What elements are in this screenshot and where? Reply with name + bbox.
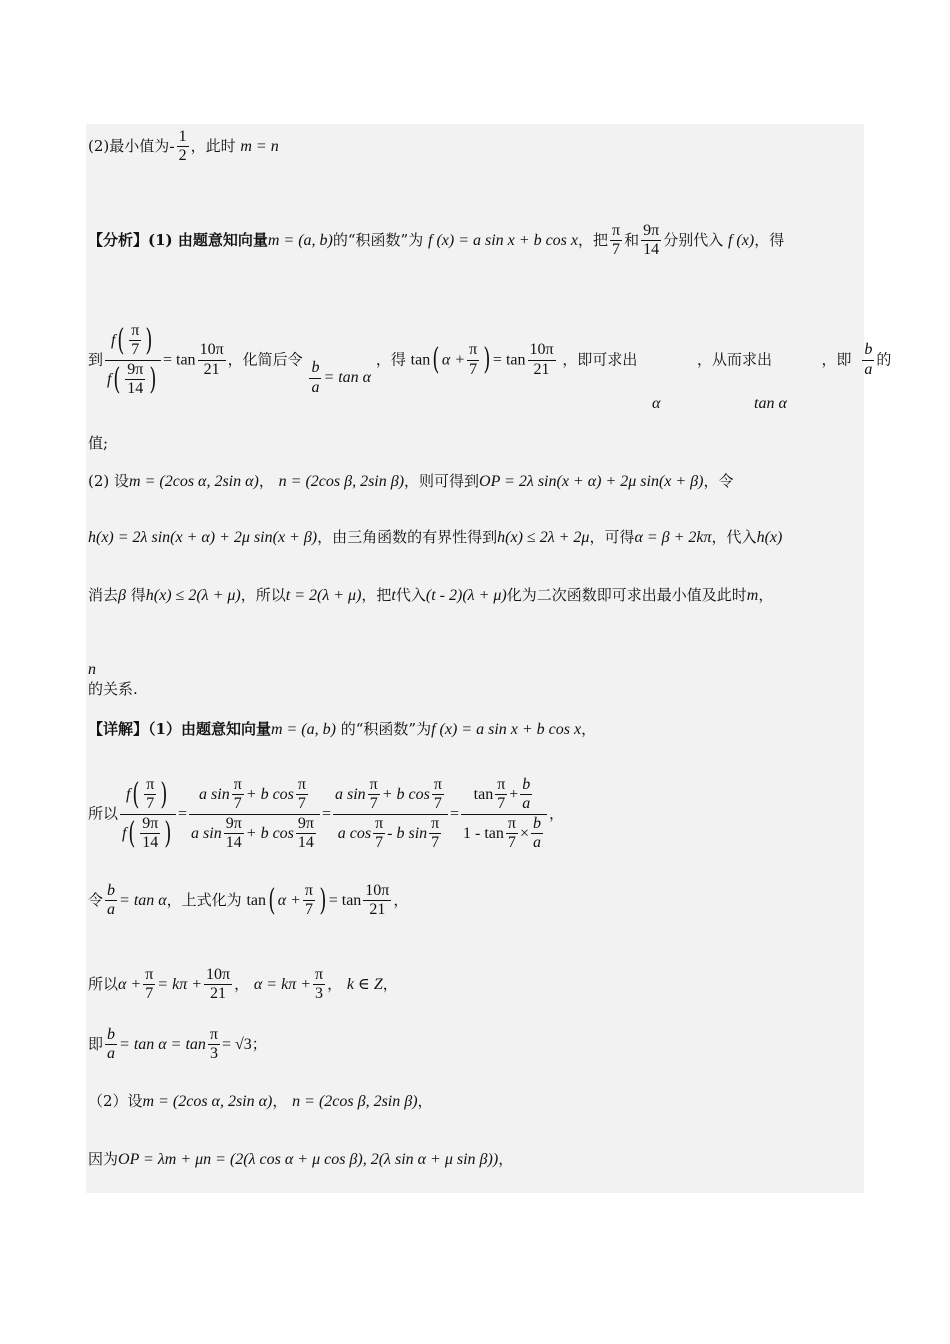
vector-m: m = (a, b)	[267, 231, 333, 249]
text: 代入	[395, 586, 426, 604]
denominator: 7	[146, 795, 155, 813]
numerator: π	[610, 222, 622, 241]
text: 的“积函数”为	[332, 230, 424, 249]
numerator: 1	[177, 128, 189, 147]
equals: =	[177, 805, 188, 823]
math-expr: h(x) ≤ 2(λ + μ)	[145, 587, 241, 604]
denominator: 21	[203, 360, 220, 378]
math-expr: f (x) = a sin x + b cos x	[431, 721, 582, 738]
math-expr: f (x)	[727, 231, 755, 249]
line-11: 令 $\frac{b}{a}$ = tan α，上式化为 tan( α + $\frac{\pi}{7}$ ) = tan $\frac{10\pi}{21}$ ，	[88, 882, 409, 919]
text: ，	[758, 586, 774, 604]
denominator: 7	[131, 341, 140, 359]
text: ，得	[754, 230, 785, 249]
text: ，把	[578, 230, 609, 249]
denominator: 14	[127, 380, 144, 398]
line-2	[88, 222, 784, 260]
numerator: 10π	[198, 341, 226, 360]
text: ，	[581, 720, 597, 738]
text: 即	[88, 1034, 104, 1053]
denominator: 7	[469, 360, 478, 378]
line-6	[88, 528, 782, 548]
text: ，	[548, 804, 564, 823]
math-expr: = tan	[162, 351, 196, 369]
line-10	[88, 776, 564, 853]
denominator: 7	[304, 901, 313, 919]
numerator: π	[467, 341, 479, 360]
vector-n: n = (2cos β, 2sin β)	[292, 1093, 418, 1110]
math-expr: (t - 2)(λ + μ)	[425, 587, 507, 604]
math-expr: tan	[246, 891, 266, 909]
text: tan	[473, 785, 494, 803]
math-expr: h(x) ≤ 2λ + 2μ	[497, 529, 590, 546]
text: ，	[382, 974, 398, 993]
text: ，则可得到	[404, 472, 480, 490]
f-symbol: f	[107, 370, 112, 388]
text: （2）设	[88, 1092, 143, 1110]
math-expr: = tan	[492, 351, 526, 369]
numerator: π	[208, 1026, 220, 1045]
equals: =	[449, 805, 459, 823]
line-7	[88, 586, 773, 606]
text: 消去	[88, 586, 119, 604]
tan-alpha-label: tan α	[754, 395, 787, 412]
text: (2) 设	[88, 472, 130, 490]
detail-heading: 【详解】（1）由题意知向量	[88, 720, 271, 738]
text: ，	[258, 472, 274, 490]
math-expr: α = β + 2kπ	[634, 529, 712, 546]
denominator: 2	[178, 147, 187, 165]
math-expr: tan	[410, 351, 431, 369]
denominator: 21	[369, 901, 386, 919]
text: + b cos	[245, 824, 294, 842]
denominator: a	[107, 901, 116, 919]
vector-m: m = (a, b)	[270, 721, 336, 738]
text: ，	[417, 1092, 433, 1110]
math-expr: f (x) = a sin x + b cos x	[428, 231, 578, 249]
math-expr: t	[391, 587, 396, 604]
math-expr: α +	[277, 891, 301, 909]
text: (2)最小值为	[88, 136, 170, 155]
denominator: a	[522, 795, 531, 813]
text: 的“积函数”为	[340, 720, 432, 738]
math-expr: k ∈ Z	[346, 975, 383, 993]
denominator: a	[107, 1045, 116, 1063]
line-12	[88, 966, 398, 1004]
text: 1 - tan	[462, 824, 504, 842]
line-14	[88, 1092, 433, 1112]
line-9	[88, 720, 596, 740]
math-expr: = tan α = tan	[119, 1035, 206, 1053]
denominator: 21	[210, 985, 227, 1003]
fraction-1: a sin $\frac{\pi}{7}$ + b cos $\frac{\pi}{7}$ a sin $\frac{9\pi}{14}$ + b cos $\frac{9\pi}{14}$	[189, 776, 320, 853]
text: ，由三角函数的有界性得到	[317, 528, 498, 546]
numerator: 9π	[641, 222, 661, 241]
denominator: a	[532, 834, 541, 852]
numerator: π	[143, 966, 155, 985]
vector-m: m = (2cos α, 2sin α)	[142, 1093, 273, 1110]
numerator: 10π	[204, 966, 232, 985]
math-expr: n	[88, 661, 96, 678]
math-expr: α +	[441, 351, 466, 369]
numerator: b	[105, 1026, 117, 1045]
text: ，令	[703, 472, 734, 490]
denominator: 14	[142, 834, 159, 852]
vector-m: m = (2cos α, 2sin α)	[129, 473, 259, 490]
text: a sin	[191, 824, 222, 842]
math-expr: h(x) = 2λ sin(x + α) + 2μ sin(x + β)	[88, 529, 318, 546]
numerator: b	[531, 815, 543, 834]
text: - b sin	[387, 824, 428, 842]
math-expr: = tan α	[119, 891, 167, 909]
math-expr: = √3	[221, 1035, 252, 1053]
text: 所以	[88, 974, 119, 993]
math-expr: = tan	[328, 891, 362, 909]
text: ，化简后令	[227, 350, 303, 369]
line-8	[88, 660, 138, 699]
numerator: π	[313, 966, 325, 985]
math-expr: OP = 2λ sin(x + α) + 2μ sin(x + β)	[479, 473, 704, 490]
text: ，得	[375, 350, 406, 369]
equals: =	[321, 805, 331, 823]
text: + b cos	[245, 785, 294, 803]
fraction	[641, 222, 661, 260]
f-symbol: f	[111, 331, 116, 349]
text: a cos	[337, 824, 372, 842]
math-expr: = tan α	[323, 369, 372, 387]
numerator: π	[303, 882, 315, 901]
alpha-label: α	[652, 395, 661, 412]
math-expr: α = kπ +	[253, 975, 311, 993]
line-3: 到 f( $\frac{\pi}{7}$ ) f( $\frac{9\pi}{14}$ ) = tan $\frac{10\pi}{21}$ ，化简后令 $\frac{b}{a}$ = tan α ，得 tan( α + $\frac{\pi}{7}$ ) = tan $\frac{10\pi}{21}$ ，即可求出 ，从而求出 ，即 $\frac{b}{a}$ 的	[88, 322, 892, 398]
denominator: 14	[643, 241, 660, 259]
denominator: 7	[612, 241, 621, 259]
math-expr: β	[118, 587, 126, 604]
numerator: 10π	[528, 341, 556, 360]
math-expr: = kπ +	[157, 975, 203, 993]
text: 得	[130, 586, 146, 604]
numerator: b	[520, 776, 532, 795]
text: 的关系.	[88, 680, 138, 698]
numerator: 10π	[363, 882, 391, 901]
fraction	[610, 222, 622, 260]
text: 化为二次函数即可求出最小值及此时	[506, 586, 747, 604]
text: 到	[88, 350, 104, 369]
text: ；	[251, 1034, 267, 1053]
text: ，	[393, 890, 409, 909]
f-symbol: f	[126, 785, 131, 803]
denominator: a	[311, 378, 320, 396]
numerator: π	[129, 322, 141, 341]
text: ，即可求出	[562, 350, 638, 369]
line-4: 值;	[88, 434, 109, 452]
denominator: 3	[209, 1045, 218, 1063]
math-expr: α +	[118, 975, 142, 993]
text: 分别代入	[663, 230, 724, 249]
text: 和	[624, 230, 640, 249]
numerator: b	[105, 882, 117, 901]
text: a sin	[199, 785, 230, 803]
text: ，所以	[240, 586, 286, 604]
text: ×	[519, 824, 529, 842]
fraction-f-ratio: f( $\frac{\pi}{7}$ ) f( $\frac{9\pi}{14}$ )	[105, 322, 161, 399]
numerator: 9π	[140, 815, 160, 834]
math-expr: OP = λm + μn = (2(λ cos α + μ cos β), 2(λ sin α + μ sin β))	[118, 1151, 499, 1168]
fraction	[198, 341, 226, 379]
numerator: b	[309, 359, 321, 378]
fraction-2: a sin $\frac{\pi}{7}$ + b cos $\frac{\pi}{7}$ a cos $\frac{\pi}{7}$ - b sin $\frac{\pi}{7}$	[333, 776, 448, 853]
text: ，此时	[190, 136, 236, 155]
fraction-f-ratio: f( $\frac{\pi}{7}$ ) f( $\frac{9\pi}{14}$ )	[120, 776, 176, 853]
text: a sin	[335, 785, 366, 803]
denominator: 3	[315, 985, 324, 1003]
text: ，	[327, 974, 343, 993]
text: ，	[234, 974, 250, 993]
text: ，即	[821, 350, 852, 369]
denominator: 21	[533, 360, 550, 378]
text: ，可得	[589, 528, 635, 546]
math-expr: h(x)	[756, 529, 783, 546]
fraction	[177, 128, 189, 166]
text: ，上式化为	[166, 890, 242, 909]
text: + b cos	[381, 785, 430, 803]
numerator: 9π	[125, 361, 145, 380]
vector-n: n = (2cos β, 2sin β)	[278, 473, 405, 490]
line-1	[88, 128, 279, 166]
text: 所以	[88, 804, 119, 823]
math-expr: m	[746, 587, 759, 604]
text: ，	[272, 1092, 288, 1110]
analysis-heading: 【分析】(1) 由题意知向量	[88, 230, 268, 249]
text: 的	[876, 350, 892, 369]
line-13	[88, 1026, 267, 1064]
text: 因为	[88, 1150, 119, 1168]
text: 令	[88, 890, 104, 909]
text: ，代入	[711, 528, 757, 546]
numerator: π	[144, 776, 156, 795]
f-symbol: f	[122, 824, 127, 842]
line-5	[88, 472, 733, 492]
line-15	[88, 1150, 513, 1170]
text: ，	[498, 1150, 514, 1168]
text: ，把	[361, 586, 392, 604]
text: +	[509, 785, 519, 803]
minus-sign: -	[169, 137, 175, 155]
fraction-3: tan $\frac{\pi}{7}$ + $\frac{b}{a}$ 1 - tan $\frac{\pi}{7}$ × $\frac{b}{a}$	[461, 776, 547, 853]
math-expr: t = 2(λ + μ)	[285, 587, 362, 604]
text: ，从而求出	[696, 350, 772, 369]
denominator: 7	[145, 985, 154, 1003]
math-expr: m = n	[240, 137, 279, 155]
